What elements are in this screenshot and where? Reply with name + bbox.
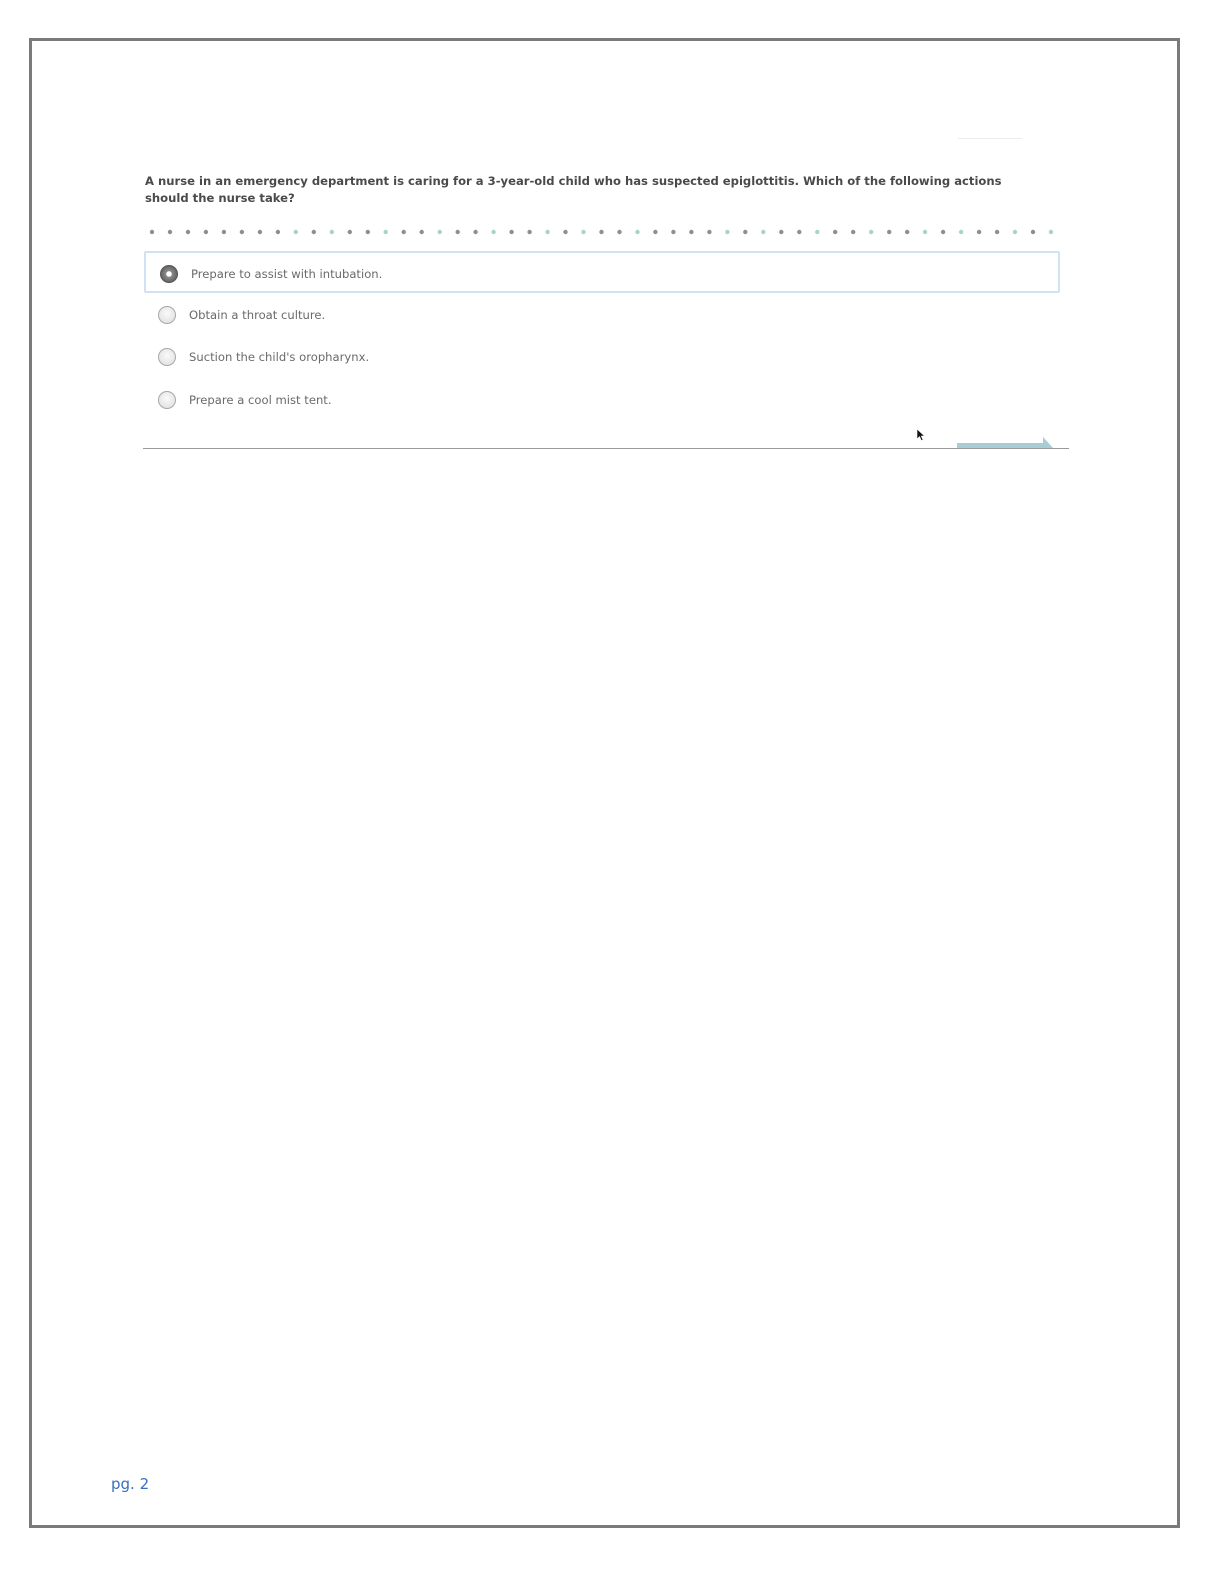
progress-dot xyxy=(977,230,981,234)
radio-button[interactable] xyxy=(158,348,176,366)
progress-dot xyxy=(473,230,477,234)
progress-dot xyxy=(312,230,316,234)
progress-dot xyxy=(599,230,603,234)
progress-dot-answered xyxy=(635,230,639,234)
radio-button[interactable] xyxy=(158,306,176,324)
answer-option-label: Prepare a cool mist tent. xyxy=(189,393,332,407)
progress-dot xyxy=(887,230,891,234)
progress-dot-answered xyxy=(959,230,963,234)
progress-dot xyxy=(671,230,675,234)
progress-dot xyxy=(689,230,693,234)
progress-dot xyxy=(563,230,567,234)
radio-button[interactable] xyxy=(158,391,176,409)
progress-dot xyxy=(258,230,262,234)
question-bottom-divider xyxy=(143,448,1069,449)
progress-dot xyxy=(348,230,352,234)
progress-dot-answered xyxy=(491,230,495,234)
progress-dot xyxy=(420,230,424,234)
progress-dot xyxy=(366,230,370,234)
progress-dot xyxy=(995,230,999,234)
progress-dot-answered xyxy=(923,230,927,234)
progress-dot xyxy=(797,230,801,234)
progress-dot-answered xyxy=(294,230,298,234)
progress-dot xyxy=(851,230,855,234)
progress-dot-answered xyxy=(815,230,819,234)
progress-dot xyxy=(168,230,172,234)
progress-dot xyxy=(941,230,945,234)
progress-dot xyxy=(1031,230,1035,234)
header-divider xyxy=(958,138,1022,139)
progress-dot xyxy=(527,230,531,234)
progress-dots-svg xyxy=(149,227,1054,237)
progress-dot-answered xyxy=(545,230,549,234)
progress-dot xyxy=(905,230,909,234)
answer-option-1[interactable] xyxy=(144,251,1060,293)
progress-dot-answered xyxy=(438,230,442,234)
progress-dot xyxy=(222,230,226,234)
radio-button-checked[interactable] xyxy=(160,265,178,283)
progress-dot xyxy=(707,230,711,234)
answer-option-4[interactable] xyxy=(144,379,1060,421)
answer-option-label: Suction the child's oropharynx. xyxy=(189,350,370,364)
progress-dot xyxy=(276,230,280,234)
progress-dot-answered xyxy=(1013,230,1017,234)
answer-option-label: Obtain a throat culture. xyxy=(189,308,326,322)
progress-dot xyxy=(509,230,513,234)
progress-dot xyxy=(150,230,154,234)
progress-dots xyxy=(149,227,1054,237)
progress-dot xyxy=(402,230,406,234)
progress-dot xyxy=(204,230,208,234)
answer-option-3[interactable] xyxy=(144,336,1060,378)
progress-dot xyxy=(743,230,747,234)
progress-dot-answered xyxy=(330,230,334,234)
progress-dot xyxy=(653,230,657,234)
progress-dot xyxy=(833,230,837,234)
progress-dot xyxy=(617,230,621,234)
next-arrow-icon[interactable] xyxy=(957,437,1053,448)
progress-dot-answered xyxy=(725,230,729,234)
progress-dot xyxy=(779,230,783,234)
progress-dot-answered xyxy=(384,230,388,234)
progress-dot-answered xyxy=(1049,230,1053,234)
page-number: pg. 2 xyxy=(111,1475,150,1493)
mouse-pointer-icon xyxy=(916,428,926,442)
question-text: A nurse in an emergency department is caring for a 3-year-old child who has suspected epiglottitis. Which of the following actions should the nurse take? xyxy=(145,174,1002,205)
progress-dot xyxy=(240,230,244,234)
progress-dot-answered xyxy=(869,230,873,234)
answer-option-label: Prepare to assist with intubation. xyxy=(191,267,383,281)
progress-dot-answered xyxy=(761,230,765,234)
progress-dot xyxy=(186,230,190,234)
progress-dot-answered xyxy=(581,230,585,234)
progress-dot xyxy=(456,230,460,234)
answer-option-2[interactable] xyxy=(144,294,1060,336)
